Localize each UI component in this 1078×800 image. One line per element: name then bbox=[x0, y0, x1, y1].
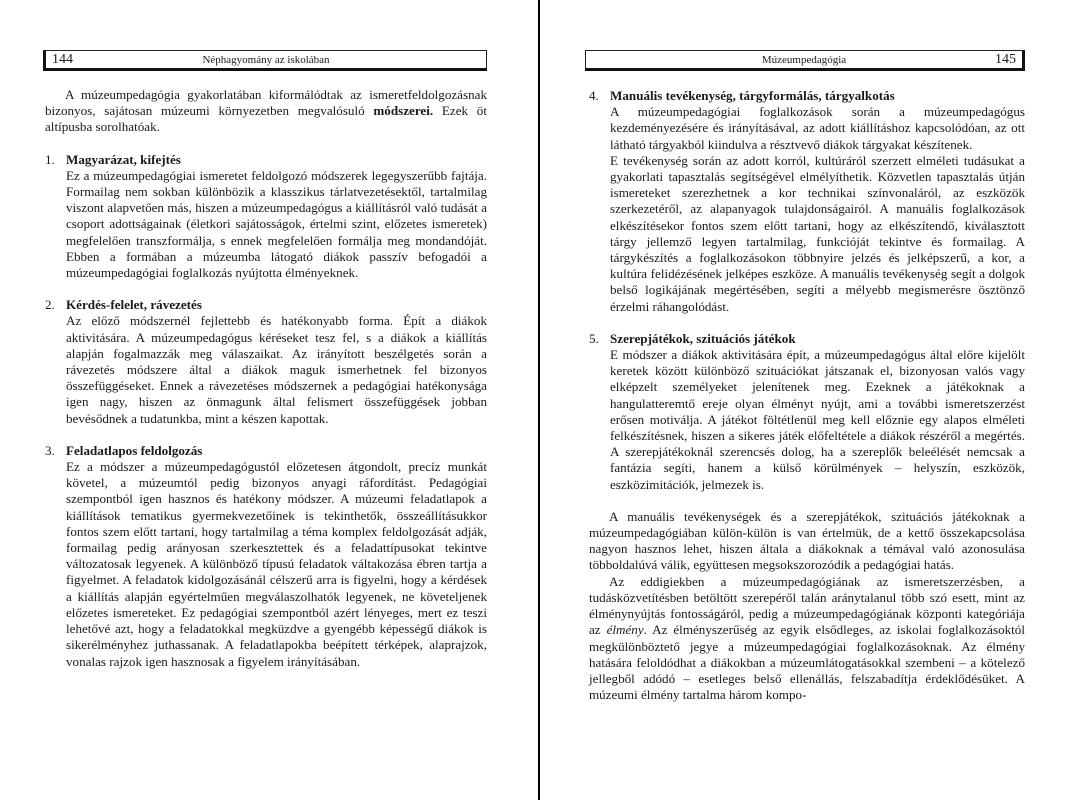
method-title: Magyarázat, kifejtés bbox=[66, 151, 181, 167]
method-body: Ez a múzeumpedagógiai ismeretet feldolgozó módszerek legegyszerűbb fajtája. Formailag nem sokban különbözik a klasszikus tárlatvezetésektől, tartalmilag viszont alapvetően más, hiszen a múzeumpedagógus a kiállításról való tudását a csoport adottságainak (életkori sajátosságok, értelmi szint, előzetes ismeretek) megfelelően transzformálja, s ennek megfelelően formálja meg mondandóját. Ebben a formában a múzeumba látogató diákok passzív befogadói a múzeumpedagógiai foglalkozás nyújtotta élményeknek. bbox=[66, 167, 487, 281]
page-gutter-divider bbox=[538, 0, 540, 800]
method-body: Ez a módszer a múzeumpedagógustól előzetesen átgondolt, precíz munkát követel, a múzeumtól pedig bizonyos anyagi ráfordítást. Pedagógiai szempontból igen hasznos és hatékony módszer. A múzeumi feladatlapok a kiállítások tematikus gyermekvezetőinek is tekinthetők, összeállításukkor fontos szem előtt tartani, hogy tartalmilag a téma komplex feldolgozását adják, formailag pedig arányosan szerkesztettek és a feladattípusokat tekintve változatosak legyenek. A különböző típusú feladatok váltakozása ébren tartja a figyelmet. A feladatok kidolgozásánál célszerű arra is figyelni, hogy a kérdések a kiállítás alapján egyértelműen megválaszolhatók legyenek, ne követeljenek előzetes ismereteket. Ez pedagógiai szempontból azért lényeges, mert ez teszi lehetővé azt, hogy a feladatokkal megküzdve a gyengébb képességű diákok is sikerélményhez juthassanak. A feladatlapokba beépített térképek, alaprajzok, vonalas rajzok igen hasznosak a figyelem irányításában. bbox=[66, 459, 487, 669]
method-heading bbox=[45, 297, 487, 313]
running-title: Néphagyomány az iskolában bbox=[202, 54, 330, 66]
closing-paragraph-1: A manuális tevékenységek és a szerepjátékok, szituációs játékoknak a múzeumpedagógiában külön-külön is van értelmük, de a kettő összekapcsolása nagyon hasznos lehet, hiszen általa a diákoknak a témával való azonosulása többoldalúvá válik, együttesen megsokszorozódik a pedagógiai hatás. bbox=[589, 508, 1025, 573]
method-title: Feladatlapos feldolgozás bbox=[66, 442, 203, 458]
method-heading bbox=[45, 152, 487, 168]
method-heading bbox=[589, 88, 1025, 104]
intro-bold-term: módszerei. bbox=[373, 103, 434, 119]
method-item-3 bbox=[45, 443, 487, 670]
method-body: Az előző módszernél fejlettebb és hatékonyabb forma. Épít a diákok aktivitására. A múzeumpedagógus kéréseket tesz fel, s a diákok a kiállítás alapján fogalmazzák meg válaszaikat. Az irányított beszélgetés során a rávezetés módszere által a diákok maguk ismerhetnek fel bizonyos összefüggéseket. Ennek a rávezetéses módszernek a pedagógiai hatékonysága igen nagy, hiszen az önmagunk által felismert összefüggések jobban bevésődnek a tudatunkba, mint a készen kapottak. bbox=[66, 313, 487, 426]
method-heading bbox=[45, 443, 487, 459]
closing-paragraph-2 bbox=[589, 574, 1025, 704]
intro-paragraph bbox=[45, 87, 487, 136]
closing-text: Az eddigiekben a múzeumpedagógiának az ismeretszerzésben, a tudásközvetítésben betöltött szerepéről talán aránytalanul több szó esett, mint az élménynyújtás fontosságáról, pedig a múzeumpedagógiának központi kategóriája az bbox=[589, 573, 1025, 638]
method-number: 2. bbox=[45, 297, 55, 313]
method-item-5 bbox=[589, 331, 1025, 493]
emphasized-term: élmény bbox=[606, 622, 644, 638]
right-page-content bbox=[589, 88, 1025, 703]
left-page-content bbox=[45, 87, 487, 670]
running-title: Múzeumpedagógia bbox=[761, 54, 847, 66]
closing-text-end: . Az élményszerűség az egyik elsődleges, az iskolai foglalkozásoktól megkülönböztető jegye a múzeumpedagógiai foglalkozásoknak. Az élmény hatására feloldódhat a diákokban a múzeumlátogatásokkal szembeni – a kötelező jellegből adódó – esetleges belső ellenállás, felszabadítja érdeklődésüket. A múzeumi élmény tartalma három kompo- bbox=[589, 622, 1025, 703]
method-title: Manuális tevékenység, tárgyformálás, tárgyalkotás bbox=[610, 88, 895, 103]
method-item-2 bbox=[45, 297, 487, 427]
method-number: 1. bbox=[45, 151, 55, 167]
method-heading bbox=[589, 331, 1025, 347]
method-body: A múzeumpedagógiai foglalkozások során a múzeumpedagógus kezdeményezésére és irányításával, az adott kiállításhoz kapcsolódóan, az ott látható tárgyakból kiindulva a résztvevő diákok tárgyakat készítenek. bbox=[610, 104, 1025, 152]
method-title: Szerepjátékok, szituációs játékok bbox=[610, 330, 796, 346]
method-number: 4. bbox=[589, 88, 599, 103]
method-item-1 bbox=[45, 152, 487, 282]
method-body-continued: E tevékenység során az adott korról, kultúráról szerzett elméleti tudásukat a gyakorlati tapasztalás segítségével elmélyíthetik. Közvetlen tapasztalás útján ismereteket szerezhetnek a kor technikai színvonaláról, az eszközök szerkezetéről, az alapanyagok tulajdonságairól. A manuális foglalkozások elkészítésekor fontos szem előtt tartani, hogy az elkészítendő, kiválasztott tárgy jellemző legyen tartalmilag, funkcióját tekintve és formailag. A tárgykészítés a foglalkozásokon többnyire jelzés és jelképszerű, a kor, a kultúra felidézésének jelképes eszköze. A manuális tevékenység segít a dolgok belső logikájának megértésében, segíti a mélyebb megismerésre ösztönző érzelmi ráhangolódást. bbox=[610, 152, 1025, 314]
page-number: 145 bbox=[995, 52, 1016, 67]
method-title: Kérdés-felelet, rávezetés bbox=[66, 297, 202, 313]
method-number: 5. bbox=[589, 330, 599, 346]
method-body: E módszer a diákok aktivitására épít, a múzeumpedagógus által előre kijelölt keretek között különböző szituációkat játszanak el, bizonyosan valós vagy elképzelt személyeket jelenítenek meg. Ezeknek a játékoknak a hangulatteremtő ereje olyan élményt nyújt, ami a további ismeretszerzést erősen motiválja. A játékot föltétlenül meg kell előznie egy alapos elméleti felkészítésnek, hiszen a sikeres játék előfeltétele a diákok részéről a megértés. A szerepjátékoknál szerencsés dolog, ha a szereplők beleélését nemcsak a fantázia segíti, hanem a külső körülmények – helyszín, eszközök, eszközimitációk, jelmezek is. bbox=[610, 347, 1025, 492]
right-page bbox=[585, 0, 1025, 800]
method-number: 3. bbox=[45, 442, 55, 458]
running-header-right bbox=[585, 50, 1025, 71]
running-header-left bbox=[43, 50, 487, 71]
intro-text-end: Ezek öt altípusba sorolhatóak. bbox=[45, 103, 487, 135]
intro-text: A múzeumpedagógia gyakorlatában kiformálódtak az ismeretfeldolgozásnak bizonyos, sajátosan múzeumi környezetben megvalósuló bbox=[45, 87, 487, 119]
method-item-4 bbox=[589, 88, 1025, 315]
left-page bbox=[43, 0, 487, 800]
page-number: 144 bbox=[52, 52, 73, 67]
